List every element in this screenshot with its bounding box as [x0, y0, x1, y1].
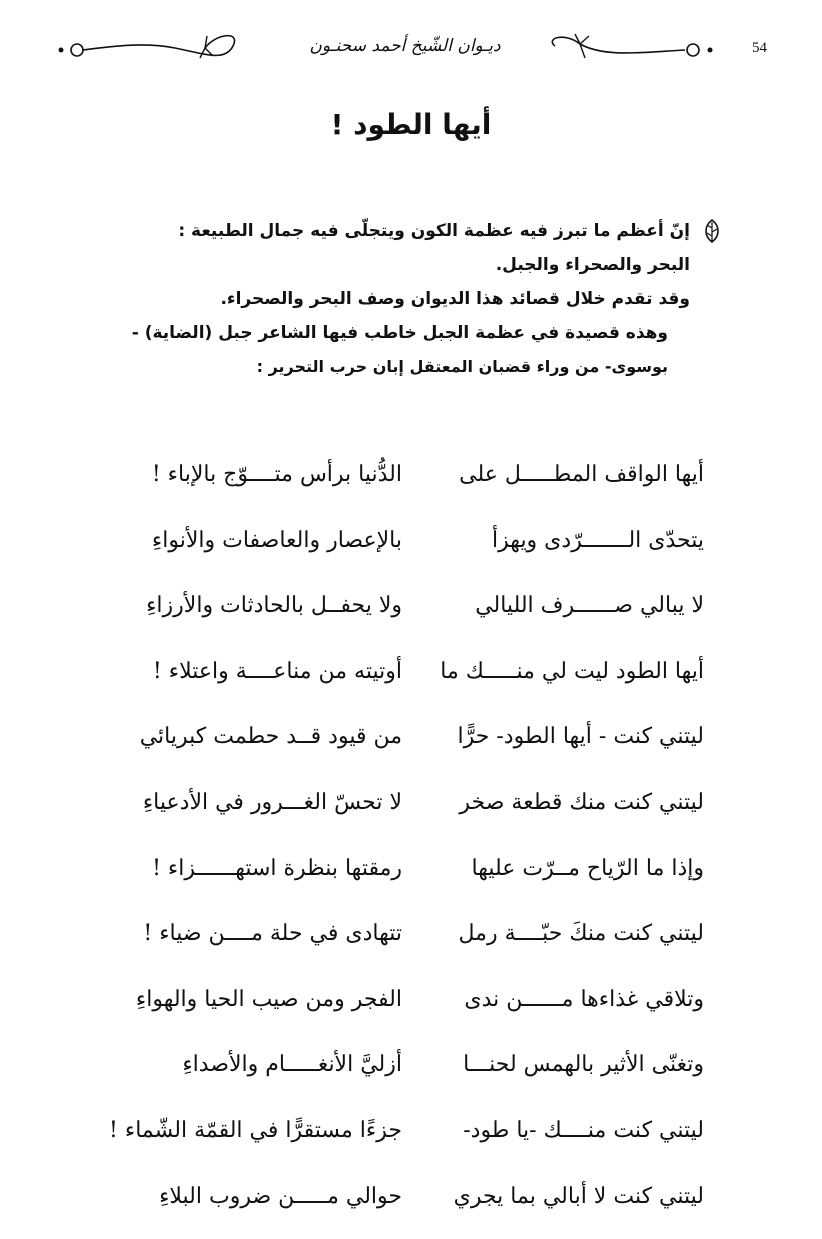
- intro-line: إنّ أعظم ما تبرز فيه عظمة الكون ويتجلّى فيه جمال الطبيعة :: [178, 221, 690, 241]
- second-hemistich: تتهادى في حلة مــــن ضياء !: [143, 921, 402, 947]
- verse: [112, 583, 704, 649]
- ornament-right-icon: [535, 28, 735, 68]
- second-hemistich: أوتيته من مناعــــة واعتلاء !: [152, 658, 402, 684]
- second-hemistich: رمقتها بنظرة استهــــــزاء !: [152, 855, 402, 881]
- first-hemistich: أيها الواقف المطـــــل على: [459, 462, 704, 487]
- verse: [112, 780, 704, 846]
- verse: [112, 518, 704, 584]
- page-number: 54: [752, 40, 767, 56]
- second-hemistich: لا تحسّ الغـــرور في الأدعياءِ: [142, 789, 402, 815]
- page-header: [55, 22, 767, 72]
- second-hemistich: من قيود قــد حطمت كبريائي: [139, 724, 402, 750]
- intro-line: البحر والصحراء والجبل.: [495, 255, 690, 275]
- second-hemistich: حوالي مـــــن ضروب البلاءِ: [159, 1183, 402, 1209]
- verse: [112, 846, 704, 912]
- first-hemistich: لا يبالي صــــــرف الليالي: [475, 593, 704, 619]
- first-hemistich: ليتني كنت منك قطعة صخر: [459, 789, 704, 815]
- second-hemistich: الفجر ومن صيب الحيا والهواءِ: [135, 986, 402, 1012]
- intro-line: بوسوى- من وراء قضبان المعتقل إبان حرب التحرير :: [256, 357, 668, 376]
- verse: [112, 977, 704, 1043]
- second-hemistich: جزءًا مستقرًّا في القمّة الشّماء !: [109, 1117, 402, 1143]
- introduction: [108, 214, 690, 384]
- intro-line: وهذه قصيدة في عظمة الجبل خاطب فيها الشاعر جبل (الضاية) -: [131, 323, 668, 343]
- verse: [112, 911, 704, 977]
- first-hemistich: وإذا ما الرّياح مــرّت عليها: [471, 855, 704, 881]
- ornament-left-icon: [55, 28, 255, 68]
- first-hemistich: وتلاقي غذاءها مــــــن ندى: [464, 986, 704, 1012]
- verse: [109, 1108, 704, 1174]
- second-hemistich: ولا يحفــل بالحادثات والأرزاءِ: [146, 593, 402, 619]
- first-hemistich: ليتني كنت منــــك -يا طود-: [463, 1117, 704, 1143]
- first-hemistich: ليتني كنت - أيها الطود- حرًّا: [457, 724, 704, 750]
- verse: [112, 714, 704, 780]
- first-hemistich: أيها الطود ليت لي منـــــك ما: [440, 658, 704, 684]
- poem-verses: [109, 452, 704, 1239]
- first-hemistich: وتغنّى الأثير بالهمس لحنـــا: [463, 1052, 704, 1078]
- verse: [112, 1042, 704, 1108]
- second-hemistich: أزليَّ الأنغـــــام والأصداءِ: [182, 1052, 402, 1078]
- verse: [112, 649, 704, 715]
- intro-line: وقد تقدم خلال قصائد هذا الديوان وصف البحر والصحراء.: [220, 289, 690, 309]
- leaf-ornament-icon: [700, 218, 724, 244]
- verse: [112, 1174, 704, 1239]
- second-hemistich: بالإعصار والعاصفات والأنواءِ: [151, 527, 402, 553]
- first-hemistich: ليتني كنت لا أبالي بما يجري: [453, 1183, 704, 1209]
- second-hemistich: الدُّنيا برأس متــــوّج بالإباء !: [151, 462, 402, 487]
- first-hemistich: يتحدّى الـــــــرّدى ويهزأ: [492, 527, 704, 553]
- poem-title: أيها الطود !: [330, 108, 492, 141]
- first-hemistich: ليتني كنت منكَ حبّــــة رمل: [458, 921, 704, 947]
- verse: [112, 452, 704, 518]
- book-title: ديـوان الشّيخ أحمد سحنـون: [309, 36, 501, 56]
